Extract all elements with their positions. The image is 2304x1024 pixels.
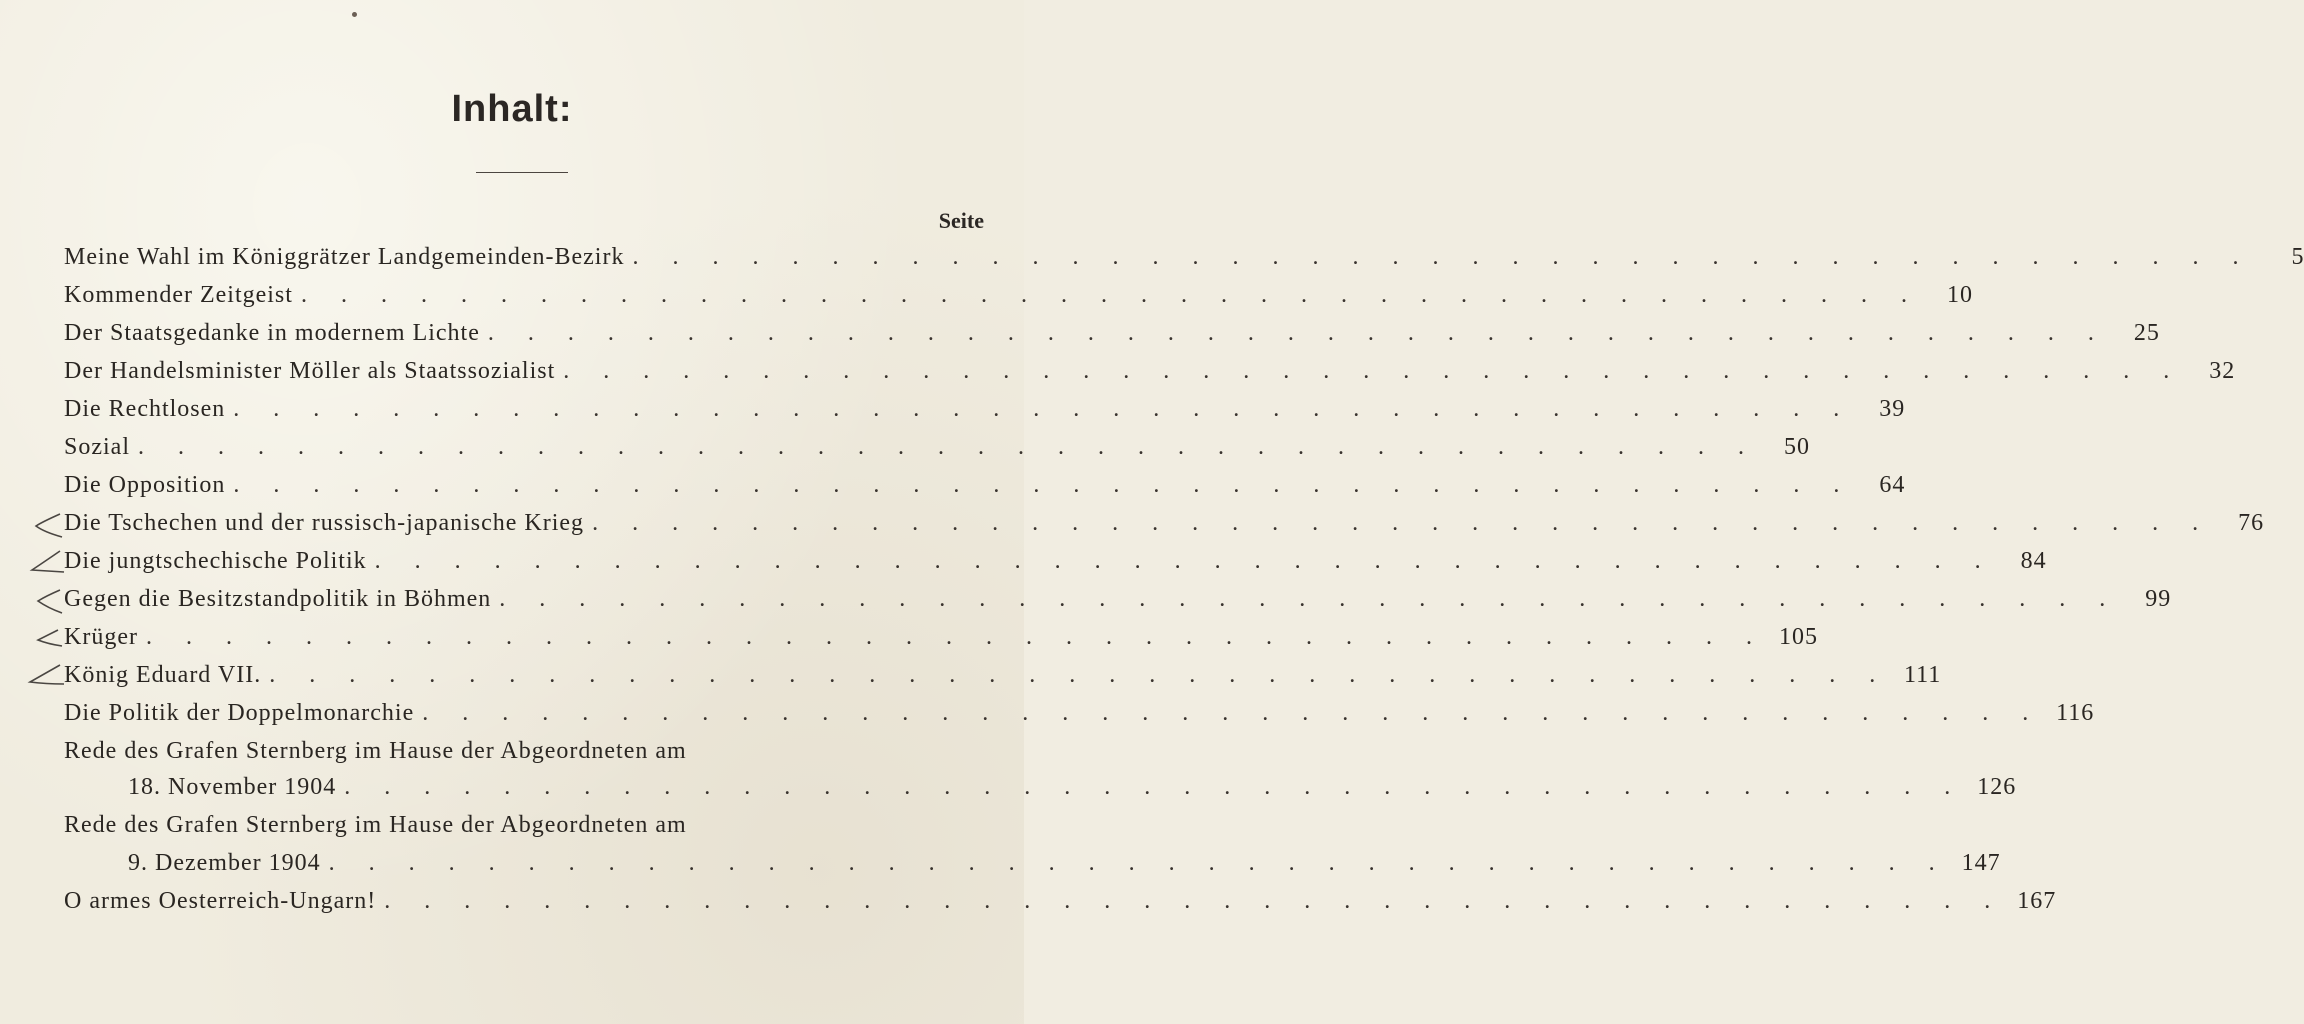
toc-entry-title: Gegen die Besitzstandpolitik in Böhmen bbox=[64, 586, 492, 612]
toc-entry bbox=[128, 850, 2001, 882]
toc-entry-page: 126 bbox=[1977, 774, 2017, 800]
toc-entry-title: Rede des Grafen Sternberg im Hause der Abgeordneten am bbox=[64, 738, 687, 764]
toc-entry-title: 9. Dezember 1904 bbox=[128, 850, 321, 876]
leader-dots: . . . . . . . . . . . . . . . . . . . . . . . . . . . . . . . . . . . . . . . . . bbox=[563, 358, 2184, 384]
leader-dots: . . . . . . . . . . . . . . . . . . . . . . . . . . . . . . . . . . . . . . . . . bbox=[145, 624, 1766, 650]
handwritten-check-mark bbox=[24, 510, 64, 540]
leader-dots: . . . . . . . . . . . . . . . . . . . . . . . . . . . . . . . . . . . . . . . . . bbox=[328, 850, 1949, 876]
toc-entry-first-line bbox=[64, 738, 884, 770]
handwritten-check-mark bbox=[24, 662, 64, 692]
leader-dots: . . . . . . . . . . . . . . . . . . . . . . . . . . . . . . . . . . . . . . . . . bbox=[233, 396, 1854, 422]
toc-entry bbox=[64, 662, 1942, 694]
toc-entry-page: 147 bbox=[1961, 850, 2001, 876]
toc-entry-title: Die Opposition bbox=[64, 472, 226, 498]
toc-entry bbox=[64, 472, 1906, 504]
toc-entry-page: 99 bbox=[2145, 586, 2172, 612]
toc-entry-title: Der Staatsgedanke in modernem Lichte bbox=[64, 320, 480, 346]
leader-dots: . . . . . . . . . . . . . . . . . . . . . . . . . . . . . . . . . . . . . . . . . bbox=[499, 586, 2120, 612]
handwritten-check-mark bbox=[24, 548, 64, 578]
toc-entry-page: 167 bbox=[2017, 888, 2057, 914]
leader-dots: . . . . . . . . . . . . . . . . . . . . . . . . . . . . . . . . . . . . . . . . . bbox=[300, 282, 1921, 308]
toc-entry-page: 39 bbox=[1879, 396, 1906, 422]
toc-entry bbox=[64, 396, 1906, 428]
toc-entry-title: König Eduard VII. bbox=[64, 662, 262, 688]
leader-dots: . . . . . . . . . . . . . . . . . . . . . . . . . . . . . . . . . . . . . . . . . bbox=[374, 548, 1995, 574]
toc-entry-page: 116 bbox=[2056, 700, 2095, 726]
handwritten-check-mark bbox=[24, 624, 64, 654]
leader-dots: . . . . . . . . . . . . . . . . . . . . . . . . . . . . . . . . . . . . . . . . . bbox=[233, 472, 1854, 498]
toc-entry-title: Sozial bbox=[64, 434, 130, 460]
toc-entry bbox=[64, 282, 1973, 314]
toc-entry bbox=[64, 586, 2172, 618]
toc-entry-title: O armes Oesterreich-Ungarn! bbox=[64, 888, 377, 914]
toc-entry-first-line bbox=[64, 812, 884, 844]
toc-entry-page: 32 bbox=[2209, 358, 2236, 384]
toc-entry bbox=[64, 320, 2160, 352]
toc-entry bbox=[128, 774, 2017, 806]
toc-entry-title: Die jungtschechische Politik bbox=[64, 548, 367, 574]
toc-entry-title: Der Handelsminister Möller als Staatssozialist bbox=[64, 358, 556, 384]
toc-entry-title: 18. November 1904 bbox=[128, 774, 337, 800]
toc-entry bbox=[64, 548, 2047, 580]
leader-dots: . . . . . . . . . . . . . . . . . . . . . . . . . . . . . . . . . . . . . . . . . bbox=[384, 888, 2005, 914]
toc-entry-page: 76 bbox=[2238, 510, 2265, 536]
toc-entry bbox=[64, 434, 1810, 466]
handwritten-check-mark bbox=[24, 586, 64, 616]
leader-dots: . . . . . . . . . . . . . . . . . . . . . . . . . . . . . . . . . . . . . . . . . bbox=[344, 774, 1965, 800]
toc-entry bbox=[64, 624, 1818, 656]
toc-entry bbox=[64, 888, 2057, 920]
leader-dots: . . . . . . . . . . . . . . . . . . . . . . . . . . . . . . . . . . . . . . . . . bbox=[138, 434, 1758, 460]
toc-entry-title: Die Rechtlosen bbox=[64, 396, 226, 422]
toc-entry-page: 105 bbox=[1778, 624, 1818, 650]
leader-dots: . . . . . . . . . . . . . . . . . . . . . . . . . . . . . . . . . . . . . . . . . bbox=[487, 320, 2108, 346]
toc-entry-page: 111 bbox=[1903, 662, 1942, 688]
toc-entry-title: Meine Wahl im Königgrätzer Landgemeinden-Bezirk bbox=[64, 244, 625, 270]
leader-dots: . . . . . . . . . . . . . . . . . . . . . . . . . . . . . . . . . . . . . . . . . bbox=[592, 510, 2213, 536]
toc-entry-title: Rede des Grafen Sternberg im Hause der Abgeordneten am bbox=[64, 812, 687, 838]
toc-entry-page: 5 bbox=[2291, 244, 2304, 270]
toc-entry-page: 50 bbox=[1784, 434, 1810, 460]
leader-dots: . . . . . . . . . . . . . . . . . . . . . . . . . . . . . . . . . . . . . . . . . bbox=[422, 700, 2043, 726]
toc-entry-title: Die Politik der Doppelmonarchie bbox=[64, 700, 415, 726]
toc-entry-page: 84 bbox=[2020, 548, 2047, 574]
page-column-header: Seite bbox=[938, 208, 984, 233]
toc-entry-page: 64 bbox=[1879, 472, 1906, 498]
toc-entry-page: 25 bbox=[2133, 320, 2160, 346]
toc-entry-title: Kommender Zeitgeist bbox=[64, 282, 293, 308]
toc-entry bbox=[64, 700, 2095, 732]
toc-entry-page: 10 bbox=[1946, 282, 1973, 308]
toc-entry bbox=[64, 244, 2304, 276]
toc-entry-title: Krüger bbox=[64, 624, 138, 650]
toc-entry bbox=[64, 358, 2236, 390]
leader-dots: . . . . . . . . . . . . . . . . . . . . . . . . . . . . . . . . . . . . . . . . . bbox=[269, 662, 1890, 688]
toc-entry-title: Die Tschechen und der russisch-japanische Krieg bbox=[64, 510, 585, 536]
page-title: Inhalt: bbox=[451, 88, 573, 130]
leader-dots: . . . . . . . . . . . . . . . . . . . . . . . . . . . . . . . . . . . . . . . . . bbox=[632, 244, 2253, 270]
toc-entry bbox=[64, 510, 2265, 542]
